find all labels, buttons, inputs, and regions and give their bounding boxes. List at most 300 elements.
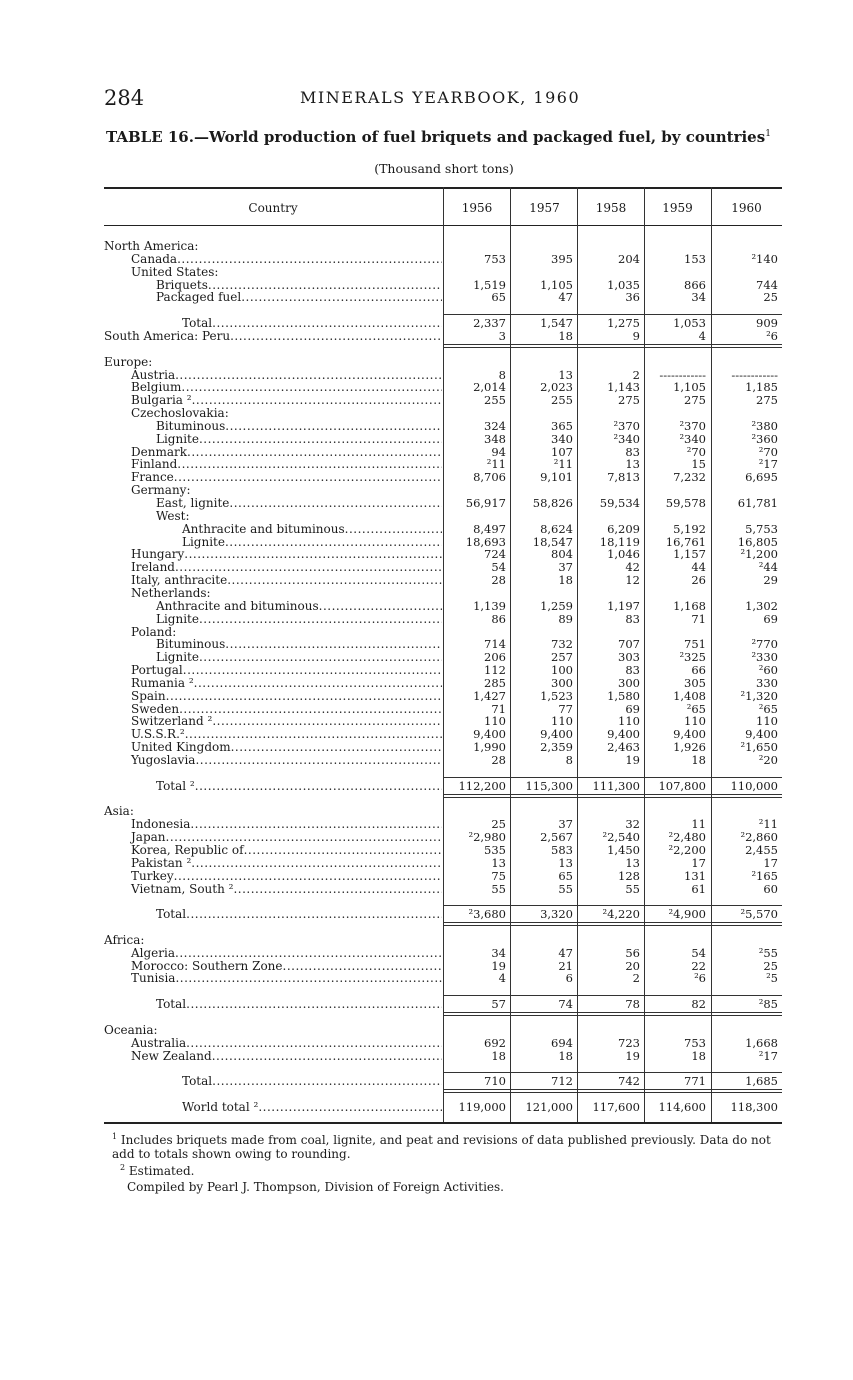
running-title: MINERALS YEARBOOK, 1960 (300, 88, 581, 107)
table-row (104, 523, 782, 536)
cell-1960: ²770 (751, 637, 778, 652)
row-label: Pakistan ² ..... (104, 857, 442, 870)
cell-1959: 5,192 (673, 521, 706, 536)
cell-1956: 112,200 (458, 778, 506, 793)
cell-1960: 17 (763, 855, 778, 870)
table-row (104, 947, 782, 960)
cell-1958: 1,580 (607, 688, 640, 703)
row-label: Bituminous ..... (104, 420, 442, 433)
cell-1960: 1,302 (745, 598, 778, 613)
cell-1960: ²70 (758, 444, 778, 459)
section-divider-rule (444, 1015, 782, 1016)
table-group-heading (104, 587, 782, 600)
table-row (104, 446, 782, 459)
table-row (104, 613, 782, 626)
cell-1956: 25 (491, 817, 506, 832)
cell-1957: 47 (558, 945, 573, 960)
cell-1958: 13 (625, 457, 640, 472)
cell-1957: 300 (551, 675, 573, 690)
cell-1960: ²1,200 (740, 547, 778, 562)
cell-1960: 275 (756, 393, 778, 408)
cell-1960: ²2,860 (740, 830, 778, 845)
cell-1957: 13 (558, 367, 573, 382)
cell-1960: 9,400 (745, 727, 778, 742)
cell-1957: 77 (558, 701, 573, 716)
cell-1956: 9,400 (473, 727, 506, 742)
subtotal-rule (444, 1072, 782, 1073)
cell-1958: 9,400 (607, 727, 640, 742)
cell-1960: 60 (763, 881, 778, 896)
cell-1957: 1,523 (540, 688, 573, 703)
cell-1960: ²360 (751, 431, 778, 446)
cell-1956: 54 (491, 560, 506, 575)
cell-1957: 255 (551, 393, 573, 408)
cell-1958: 9 (632, 328, 640, 343)
row-label: Lignite ..... (104, 651, 442, 664)
cell-1959: 275 (684, 393, 706, 408)
row-label: Portugal ..... (104, 664, 442, 677)
cell-1958: 55 (625, 881, 640, 896)
cell-1958: 117,600 (592, 1099, 640, 1114)
cell-1958: 42 (625, 560, 640, 575)
cell-1957: ²11 (553, 457, 573, 472)
cell-1956: 3 (498, 328, 506, 343)
row-label: Briquets ..... (104, 279, 442, 292)
cell-1960: 16,805 (737, 534, 778, 549)
row-label: Czechoslovakia: (131, 407, 229, 421)
cell-1959: ²370 (679, 418, 706, 433)
cell-1959: ²70 (686, 444, 706, 459)
footnotes (112, 1130, 784, 1178)
cell-1958: 111,300 (592, 778, 640, 793)
section-divider-rule (444, 1012, 782, 1013)
cell-1960: 110 (756, 714, 778, 729)
row-label: Tunisia ..... (104, 972, 442, 985)
section-divider-rule (444, 1089, 782, 1090)
row-label: Rumania ² ..... (104, 677, 442, 690)
cell-1959: 4 (698, 328, 706, 343)
cell-1958: 18,119 (599, 534, 640, 549)
cell-1957: 1,105 (540, 277, 573, 292)
page-header (104, 86, 784, 108)
column-header-1958: 1958 (595, 201, 627, 215)
row-label: North America: (104, 240, 199, 253)
column-header-1959: 1959 (662, 201, 693, 215)
row-label: Morocco: Southern Zone ..... (104, 960, 442, 973)
cell-1958: 78 (625, 997, 640, 1012)
cell-1956: 94 (491, 444, 506, 459)
footnote-mark: 2 (120, 1163, 126, 1172)
cell-1959: 1,408 (673, 688, 706, 703)
cell-1957: 1,547 (540, 316, 573, 331)
cell-1956: 34 (491, 945, 506, 960)
table-group-heading (104, 240, 782, 253)
cell-1957: 395 (551, 251, 573, 266)
cell-1959: 305 (684, 675, 706, 690)
table-row (104, 381, 782, 394)
cell-1958: 83 (625, 444, 640, 459)
cell-1959: 114,600 (658, 1099, 706, 1114)
cell-1959: ------------ (659, 367, 706, 382)
cell-1959: 753 (684, 1035, 706, 1050)
cell-1956: 1,139 (473, 598, 506, 613)
cell-1957: 694 (551, 1035, 573, 1050)
row-label: United Kingdom ..... (104, 741, 442, 754)
cell-1957: 2,359 (540, 740, 573, 755)
cell-1958: 12 (625, 573, 640, 588)
cell-1958: 2 (632, 971, 640, 986)
cell-1959: 1,157 (673, 547, 706, 562)
cell-1956: 13 (491, 855, 506, 870)
cell-1960: ²55 (758, 945, 778, 960)
cell-1960: ²5,570 (740, 907, 778, 922)
cell-1957: 8,624 (540, 521, 573, 536)
cell-1958: 1,046 (607, 547, 640, 562)
section-divider-rule (444, 794, 782, 795)
cell-1957: 13 (558, 855, 573, 870)
cell-1959: 18 (691, 1048, 706, 1063)
cell-1958: 56 (625, 945, 640, 960)
cell-1957: 8 (565, 753, 573, 767)
section-divider-rule (444, 1092, 782, 1093)
caption-footnote-mark: 1 (765, 129, 771, 139)
cell-1959: 22 (691, 958, 706, 973)
cell-1956: 724 (484, 547, 506, 562)
cell-1956: 710 (484, 1074, 506, 1089)
row-label: Packaged fuel ..... (104, 291, 442, 304)
cell-1958: 110 (618, 714, 640, 729)
row-label: Germany: (131, 484, 191, 498)
cell-1956: 28 (491, 753, 506, 767)
cell-1960: ²5 (766, 971, 778, 986)
cell-1956: ²11 (486, 457, 506, 472)
cell-1960: 1,685 (745, 1074, 778, 1089)
row-label: Denmark ..... (104, 446, 442, 459)
cell-1959: 131 (684, 868, 706, 883)
table-row (104, 690, 782, 703)
cell-1956: 535 (484, 842, 506, 857)
cell-1960: ²140 (751, 251, 778, 266)
cell-1960: ²17 (758, 1048, 778, 1063)
cell-1958: 1,275 (607, 316, 640, 331)
cell-1958: 300 (618, 675, 640, 690)
cell-1960: ²380 (751, 418, 778, 433)
row-label: Lignite ..... (104, 613, 442, 626)
cell-1958: 32 (625, 817, 640, 832)
cell-1959: ²325 (679, 650, 706, 665)
table-row (104, 1075, 782, 1088)
row-label: Ireland ..... (104, 561, 442, 574)
cell-1956: 2,014 (473, 380, 506, 395)
cell-1960: ²1,650 (740, 740, 778, 755)
row-label: United States: (131, 265, 219, 279)
cell-1958: 1,143 (607, 380, 640, 395)
row-label: Europe: (104, 355, 153, 369)
row-label: Algeria ..... (104, 947, 442, 960)
cell-1956: 119,000 (458, 1099, 506, 1114)
cell-1960: ²1,320 (740, 688, 778, 703)
cell-1958: 83 (625, 663, 640, 678)
row-label: Anthracite and bituminous ..... (104, 523, 442, 536)
row-label: New Zealand ..... (104, 1050, 442, 1063)
row-label: Netherlands: (131, 586, 211, 600)
table-row (104, 677, 782, 690)
cell-1959: 34 (691, 290, 706, 305)
table-row (104, 600, 782, 613)
table-row (104, 960, 782, 973)
table-row (104, 754, 782, 767)
cell-1957: 121,000 (525, 1099, 573, 1114)
cell-1958: 7,813 (607, 470, 640, 485)
cell-1956: 18 (491, 1048, 506, 1063)
cell-1960: 1,668 (745, 1035, 778, 1050)
cell-1959: ²6 (694, 971, 706, 986)
cell-1959: 61 (691, 881, 706, 896)
row-label: Turkey ..... (104, 870, 442, 883)
table-row (104, 574, 782, 587)
cell-1959: ²2,480 (668, 830, 706, 845)
table-row (104, 664, 782, 677)
cell-1956: 18,693 (465, 534, 506, 549)
cell-1959: 59,578 (665, 496, 706, 510)
table-row (104, 394, 782, 407)
table-group-heading (104, 626, 782, 639)
row-label: Lignite ..... (104, 433, 442, 446)
column-header-1960: 1960 (731, 201, 762, 215)
cell-1960: 61,781 (737, 496, 778, 510)
cell-1957: 583 (551, 842, 573, 857)
cell-1957: 340 (551, 431, 573, 446)
cell-1958: 36 (625, 290, 640, 305)
cell-1960: 25 (763, 290, 778, 305)
section-divider-rule (444, 797, 782, 798)
table-row (104, 741, 782, 754)
cell-1957: 18 (558, 1048, 573, 1063)
table-row (104, 291, 782, 304)
cell-1960: 2,455 (745, 842, 778, 857)
cell-1960: 5,753 (745, 521, 778, 536)
cell-1960: ²85 (758, 997, 778, 1012)
column-header-1956: 1956 (461, 201, 493, 215)
row-label: Asia: (104, 805, 134, 819)
row-label: Africa: (104, 933, 145, 947)
row-label: Australia ..... (104, 1037, 442, 1050)
cell-1959: 71 (691, 611, 706, 626)
row-label: Oceania: (104, 1023, 158, 1037)
cell-1960: 6,695 (745, 470, 778, 485)
table-row (104, 433, 782, 446)
cell-1957: 37 (558, 817, 573, 832)
footnote-mark: 1 (112, 1132, 118, 1141)
cell-1959: 66 (691, 663, 706, 678)
cell-1956: 56,917 (465, 496, 506, 510)
cell-1958: 6,209 (607, 521, 640, 536)
cell-1958: 69 (625, 701, 640, 716)
cell-1957: 18,547 (532, 534, 573, 549)
table-row (104, 317, 782, 330)
cell-1960: 744 (756, 277, 778, 292)
row-label: France ..... (104, 471, 442, 484)
cell-1959: 15 (691, 457, 706, 472)
row-label: Spain ..... (104, 690, 442, 703)
table-row (104, 883, 782, 896)
cell-1959: 82 (691, 997, 706, 1012)
table-row (104, 651, 782, 664)
cell-1956: 1,519 (473, 277, 506, 292)
table-row (104, 497, 782, 510)
row-label: Korea, Republic of ..... (104, 844, 442, 857)
cell-1957: 107 (551, 444, 573, 459)
cell-1959: 1,053 (673, 316, 706, 331)
cell-1957: 18 (558, 328, 573, 343)
cell-1957: 47 (558, 290, 573, 305)
cell-1957: 55 (558, 881, 573, 896)
cell-1958: ²4,220 (602, 907, 640, 922)
cell-1959: 1,105 (673, 380, 706, 395)
cell-1957: 2,567 (540, 830, 573, 845)
cell-1956: 2,337 (473, 316, 506, 331)
row-label: Hungary ..... (104, 548, 442, 561)
footnote-1 (112, 1130, 784, 1161)
table-units: (Thousand short tons) (374, 161, 514, 176)
cell-1957: 37 (558, 560, 573, 575)
section-divider-rule (444, 922, 782, 923)
cell-1958: 19 (625, 753, 640, 767)
cell-1960: ²6 (766, 328, 778, 343)
cell-1958: 2 (632, 367, 640, 382)
cell-1958: 59,534 (599, 496, 640, 510)
cell-1959: 771 (684, 1074, 706, 1089)
cell-1957: 21 (558, 958, 573, 973)
row-label: Total ² ..... (104, 780, 442, 793)
table-group-heading (104, 934, 782, 947)
cell-1959: 1,168 (673, 598, 706, 613)
production-table (104, 187, 782, 1122)
row-label: Japan ..... (104, 831, 442, 844)
page-number: 284 (104, 86, 145, 110)
cell-1956: 57 (491, 997, 506, 1012)
cell-1956: 19 (491, 958, 506, 973)
cell-1956: 348 (484, 431, 506, 446)
row-label: Total ..... (104, 317, 442, 330)
row-label: Vietnam, South ² ..... (104, 883, 442, 896)
cell-1957: 732 (551, 637, 573, 652)
table-row (104, 548, 782, 561)
cell-1960: ²17 (758, 457, 778, 472)
cell-1960: 29 (763, 573, 778, 588)
cell-1956: 1,427 (473, 688, 506, 703)
cell-1957: 1,259 (540, 598, 573, 613)
table-group-heading (104, 266, 782, 279)
cell-1958: 13 (625, 855, 640, 870)
cell-1956: 110 (484, 714, 506, 729)
table-row (104, 330, 782, 343)
row-label: Sweden ..... (104, 703, 442, 716)
cell-1959: ²2,200 (668, 842, 706, 857)
row-label: Bituminous ..... (104, 638, 442, 651)
cell-1956: 65 (491, 290, 506, 305)
table-row (104, 253, 782, 266)
cell-1959: 16,761 (665, 534, 706, 549)
column-header-country: Country (248, 201, 298, 215)
cell-1958: 275 (618, 393, 640, 408)
cell-1960: ²44 (758, 560, 778, 575)
cell-1959: 153 (684, 251, 706, 266)
cell-1956: 753 (484, 251, 506, 266)
cell-1958: 128 (618, 868, 640, 883)
cell-1958: 707 (618, 637, 640, 652)
row-label: Lignite ..... (104, 536, 442, 549)
section-divider-rule (444, 344, 782, 345)
cell-1957: 74 (558, 997, 573, 1012)
cell-1960: ²11 (758, 817, 778, 832)
cell-1957: 110 (551, 714, 573, 729)
row-label: Belgium ..... (104, 381, 442, 394)
cell-1960: ²60 (758, 663, 778, 678)
row-label: Bulgaria ² ..... (104, 394, 442, 407)
cell-1957: 804 (551, 547, 573, 562)
cell-1960: ²330 (751, 650, 778, 665)
table-group-heading (104, 510, 782, 523)
cell-1957: 18 (558, 573, 573, 588)
cell-1959: ²340 (679, 431, 706, 446)
cell-1960: 330 (756, 675, 778, 690)
cell-1959: 110 (684, 714, 706, 729)
cell-1957: 89 (558, 611, 573, 626)
row-label: World total ² ..... (104, 1101, 442, 1114)
row-label: Total ..... (104, 998, 442, 1011)
table-row (104, 1050, 782, 1063)
cell-1957: 2,023 (540, 380, 573, 395)
cell-1959: 17 (691, 855, 706, 870)
cell-1956: ²3,680 (468, 907, 506, 922)
cell-1957: 65 (558, 868, 573, 883)
row-label: South America: Peru ..... (104, 330, 442, 343)
row-label: East, lignite ..... (104, 497, 442, 510)
table-bottom-rule (104, 1122, 782, 1124)
table-row (104, 972, 782, 985)
table-row (104, 703, 782, 716)
cell-1960: 118,300 (730, 1099, 778, 1114)
cell-1960: 909 (756, 316, 778, 331)
footnote-text: Estimated. (128, 1164, 195, 1178)
column-header-1957: 1957 (529, 201, 560, 215)
table-row (104, 279, 782, 292)
cell-1960: 110,000 (730, 778, 778, 793)
cell-1958: 303 (618, 650, 640, 665)
cell-1960: 1,185 (745, 380, 778, 395)
cell-1959: 9,400 (673, 727, 706, 742)
table-group-heading (104, 805, 782, 818)
cell-1956: 692 (484, 1035, 506, 1050)
cell-1956: 71 (491, 701, 506, 716)
cell-1956: 255 (484, 393, 506, 408)
cell-1959: 54 (691, 945, 706, 960)
cell-1959: 11 (691, 817, 706, 832)
row-label: Canada ..... (104, 253, 442, 266)
cell-1960: ------------ (731, 367, 778, 382)
section-divider-rule (444, 347, 782, 348)
footnote-2 (112, 1161, 784, 1178)
cell-1956: 324 (484, 418, 506, 433)
cell-1960: ²20 (758, 753, 778, 767)
cell-1958: ²340 (613, 431, 640, 446)
table-caption-text: TABLE 16.—World production of fuel briquets and packaged fuel, by countries (106, 128, 766, 146)
table-row (104, 998, 782, 1011)
cell-1956: 28 (491, 573, 506, 588)
cell-1956: 206 (484, 650, 506, 665)
table-row (104, 908, 782, 921)
